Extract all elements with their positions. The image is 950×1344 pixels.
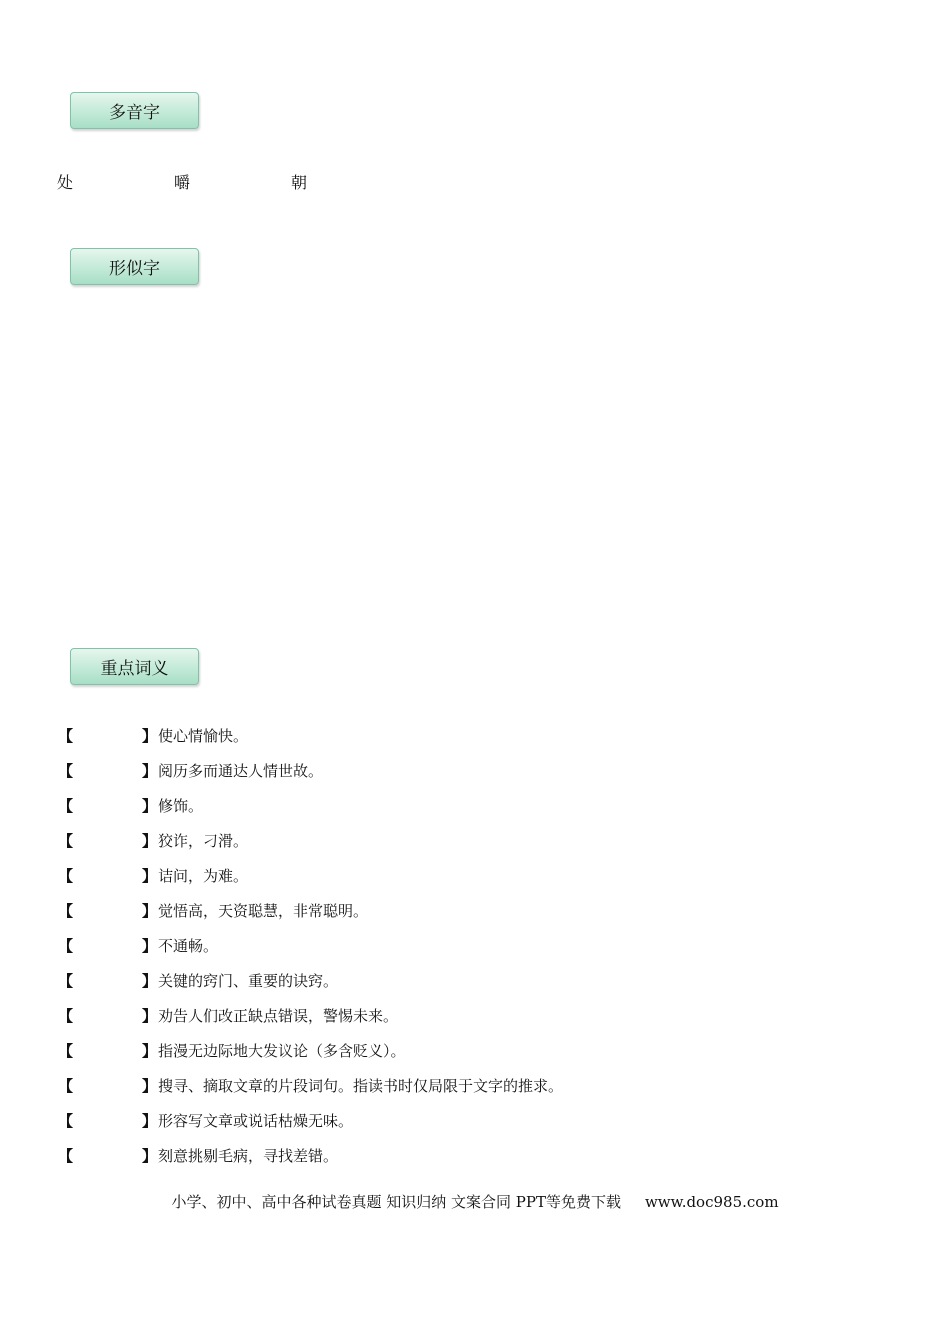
- definition-text: 觉悟高，天资聪慧，非常聪明。: [158, 902, 369, 920]
- definition-text: 不通畅。: [158, 937, 219, 955]
- definition-item: [58, 970, 918, 1005]
- polyphonic-char: 嚼: [174, 173, 191, 192]
- polyphonic-char: 处: [57, 173, 74, 192]
- bracket-close: 】: [142, 832, 158, 850]
- definition-item: [58, 1145, 918, 1180]
- definition-item: [58, 935, 918, 970]
- bracket-close: 】: [142, 1147, 158, 1165]
- bracket-close: 】: [142, 727, 158, 745]
- bracket-open: 【: [58, 1007, 74, 1025]
- bracket-close: 】: [142, 797, 158, 815]
- definition-text: 狡诈，刁滑。: [158, 832, 249, 850]
- bracket-close: 】: [142, 937, 158, 955]
- bracket-close: 】: [142, 1007, 158, 1025]
- definition-text: 形容写文章或说话枯燥无味。: [158, 1112, 354, 1130]
- bracket-open: 【: [58, 727, 74, 745]
- bracket-open: 【: [58, 1077, 74, 1095]
- definition-text: 使心情愉快。: [158, 727, 249, 745]
- section-heading-vocab: [70, 648, 199, 685]
- bracket-close: 】: [142, 1077, 158, 1095]
- definition-item: [58, 1075, 918, 1110]
- definition-text: 刻意挑剔毛病，寻找差错。: [158, 1147, 339, 1165]
- definition-text: 劝告人们改正缺点错误，警惕未来。: [158, 1007, 399, 1025]
- footer: [0, 1191, 950, 1212]
- definition-item: [58, 830, 918, 865]
- bracket-close: 】: [142, 762, 158, 780]
- definition-text: 修饰。: [158, 797, 204, 815]
- polyphonic-char: 朝: [291, 173, 308, 192]
- bracket-close: 】: [142, 972, 158, 990]
- polyphonic-chars: [0, 170, 950, 192]
- definition-list: [58, 725, 918, 1180]
- footer-site: www.doc985.com: [644, 1193, 779, 1211]
- bracket-open: 【: [58, 902, 74, 920]
- bracket-open: 【: [58, 762, 74, 780]
- definition-item: [58, 865, 918, 900]
- footer-text: 小学、初中、高中各种试卷真题 知识归纳 文案合同 PPT等免费下载: [171, 1193, 621, 1211]
- definition-item: [58, 1110, 918, 1145]
- definition-text: 阅历多而通达人情世故。: [158, 762, 324, 780]
- definition-item: [58, 725, 918, 760]
- section-heading-label: 形似字: [109, 259, 160, 279]
- bracket-open: 【: [58, 867, 74, 885]
- definition-item: [58, 795, 918, 830]
- bracket-open: 【: [58, 937, 74, 955]
- section-heading-label: 多音字: [109, 103, 160, 123]
- section-heading-polyphonic: [70, 92, 199, 129]
- definition-item: [58, 1040, 918, 1075]
- bracket-close: 】: [142, 867, 158, 885]
- bracket-close: 】: [142, 1042, 158, 1060]
- bracket-open: 【: [58, 972, 74, 990]
- bracket-open: 【: [58, 1042, 74, 1060]
- section-heading-label: 重点词义: [100, 659, 169, 679]
- definition-text: 指漫无边际地大发议论（多含贬义）。: [158, 1042, 406, 1060]
- bracket-open: 【: [58, 832, 74, 850]
- section-heading-similar: [70, 248, 199, 285]
- definition-text: 搜寻、摘取文章的片段词句。指读书时仅局限于文字的推求。: [158, 1077, 564, 1095]
- definition-item: [58, 1005, 918, 1040]
- bracket-close: 】: [142, 1112, 158, 1130]
- bracket-open: 【: [58, 797, 74, 815]
- definition-text: 关键的窍门、重要的诀窍。: [158, 972, 339, 990]
- definition-item: [58, 760, 918, 795]
- bracket-open: 【: [58, 1112, 74, 1130]
- definition-item: [58, 900, 918, 935]
- definition-text: 诘问，为难。: [158, 867, 249, 885]
- bracket-open: 【: [58, 1147, 74, 1165]
- bracket-close: 】: [142, 902, 158, 920]
